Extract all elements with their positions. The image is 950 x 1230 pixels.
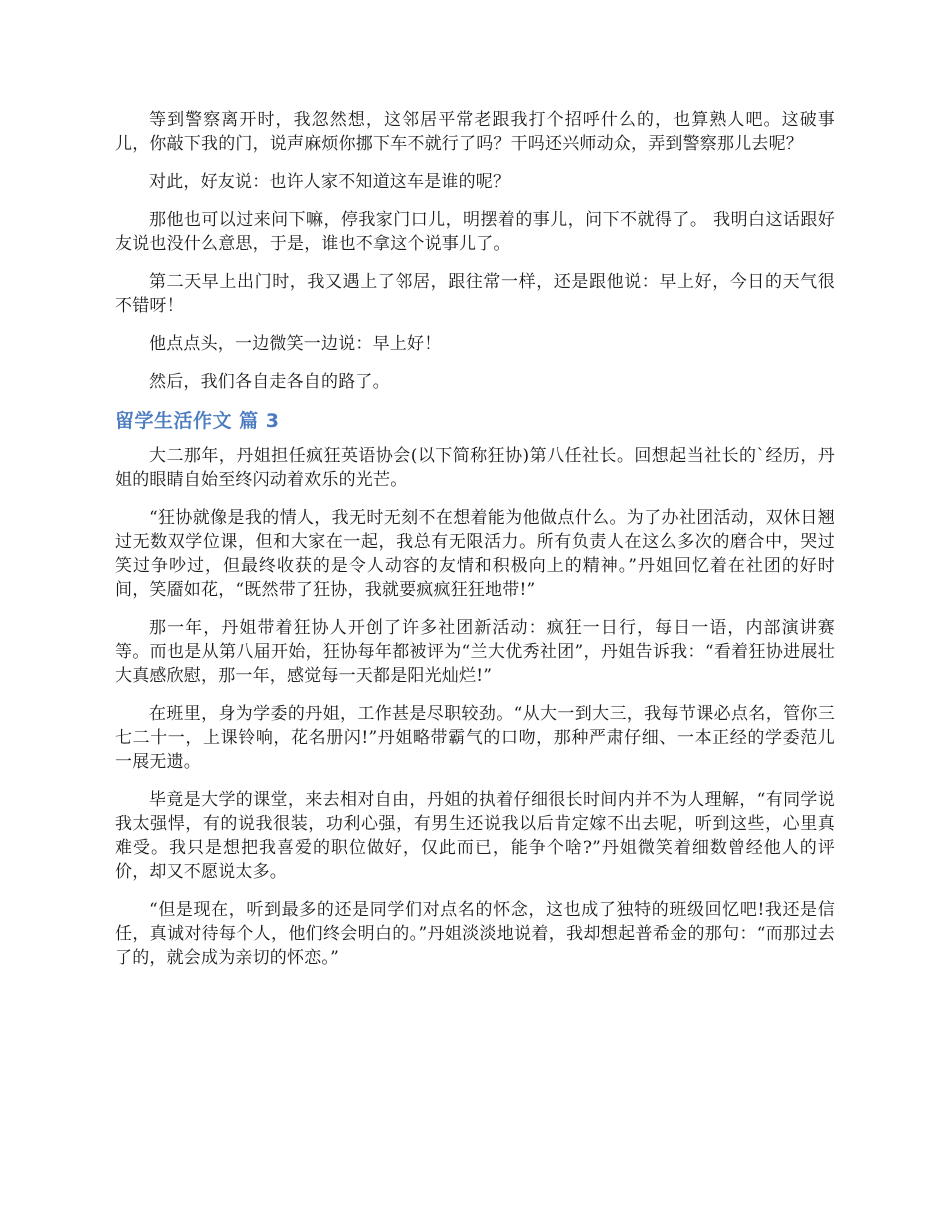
paragraph: 那他也可以过来问下嘛，停我家门口儿，明摆着的事儿，问下不就得了。 我明白这话跟好友说也没什么意思，于是，谁也不拿这个说事儿了。 bbox=[115, 210, 835, 254]
document-page bbox=[115, 108, 835, 984]
paragraph: 然后，我们各自走各自的路了。 bbox=[149, 372, 390, 392]
section-heading: 留学生活作文 篇 3 bbox=[115, 410, 280, 432]
paragraph: 那一年，丹姐带着狂协人开创了许多社团新活动：疯狂一日行，每日一语，内部演讲赛等。而也是从第八届开始，狂协每年都被评为“兰大优秀社团”，丹姐告诉我：“看着狂协进展壮大真感欣慰，那一年，感觉每一天都是阳光灿烂!” bbox=[115, 618, 835, 686]
paragraph: 在班里，身为学委的丹姐，工作甚是尽职较劲。“从大一到大三，我每节课必点名，管你三七二十一，上课铃响，花名册闪!”丹姐略带霸气的口吻，那种严肃仔细、一本正经的学委范儿一展无遗。 bbox=[115, 704, 835, 772]
paragraph: 对此，好友说：也许人家不知道这车是谁的呢？ bbox=[149, 172, 511, 192]
paragraph: 大二那年，丹姐担任疯狂英语协会(以下简称狂协)第八任社长。回想起当社长的`经历，丹姐的眼睛自始至终闪动着欢乐的光芒。 bbox=[115, 446, 835, 490]
paragraph: “但是现在，听到最多的还是同学们对点名的怀念，这也成了独特的班级回忆吧!我还是信任，真诚对待每个人，他们终会明白的。”丹姐淡淡地说着，我却想起普希金的那句：“而那过去了的，就会成为亲切的怀恋。” bbox=[115, 900, 835, 968]
paragraph: 他点点头，一边微笑一边说：早上好！ bbox=[149, 334, 442, 354]
paragraph: “狂协就像是我的情人，我无时无刻不在想着能为他做点什么。为了办社团活动，双休日翘过无数双学位课，但和大家在一起，我总有无限活力。所有负责人在这么多次的磨合中，哭过笑过争吵过，但最终收获的是令人动容的友情和积极向上的精神。”丹姐回忆着在社团的好时间，笑靥如花，“既然带了狂协，我就要疯疯狂狂地带!” bbox=[115, 508, 835, 600]
paragraph: 毕竟是大学的课堂，来去相对自由，丹姐的执着仔细很长时间内并不为人理解，“有同学说我太强悍，有的说我很装，功利心强，有男生还说我以后肯定嫁不出去呢，听到这些，心里真难受。我只是想把我喜爱的职位做好，仅此而已，能争个啥?”丹姐微笑着细数曾经他人的评价，却又不愿说太多。 bbox=[115, 790, 835, 882]
paragraph: 等到警察离开时，我忽然想，这邻居平常老跟我打个招呼什么的，也算熟人吧。这破事儿，你敲下我的门，说声麻烦你挪下车不就行了吗？干吗还兴师动众，弄到警察那儿去呢？ bbox=[115, 110, 835, 154]
paragraph: 第二天早上出门时，我又遇上了邻居，跟往常一样，还是跟他说：早上好，今日的天气很不错呀！ bbox=[115, 272, 835, 316]
